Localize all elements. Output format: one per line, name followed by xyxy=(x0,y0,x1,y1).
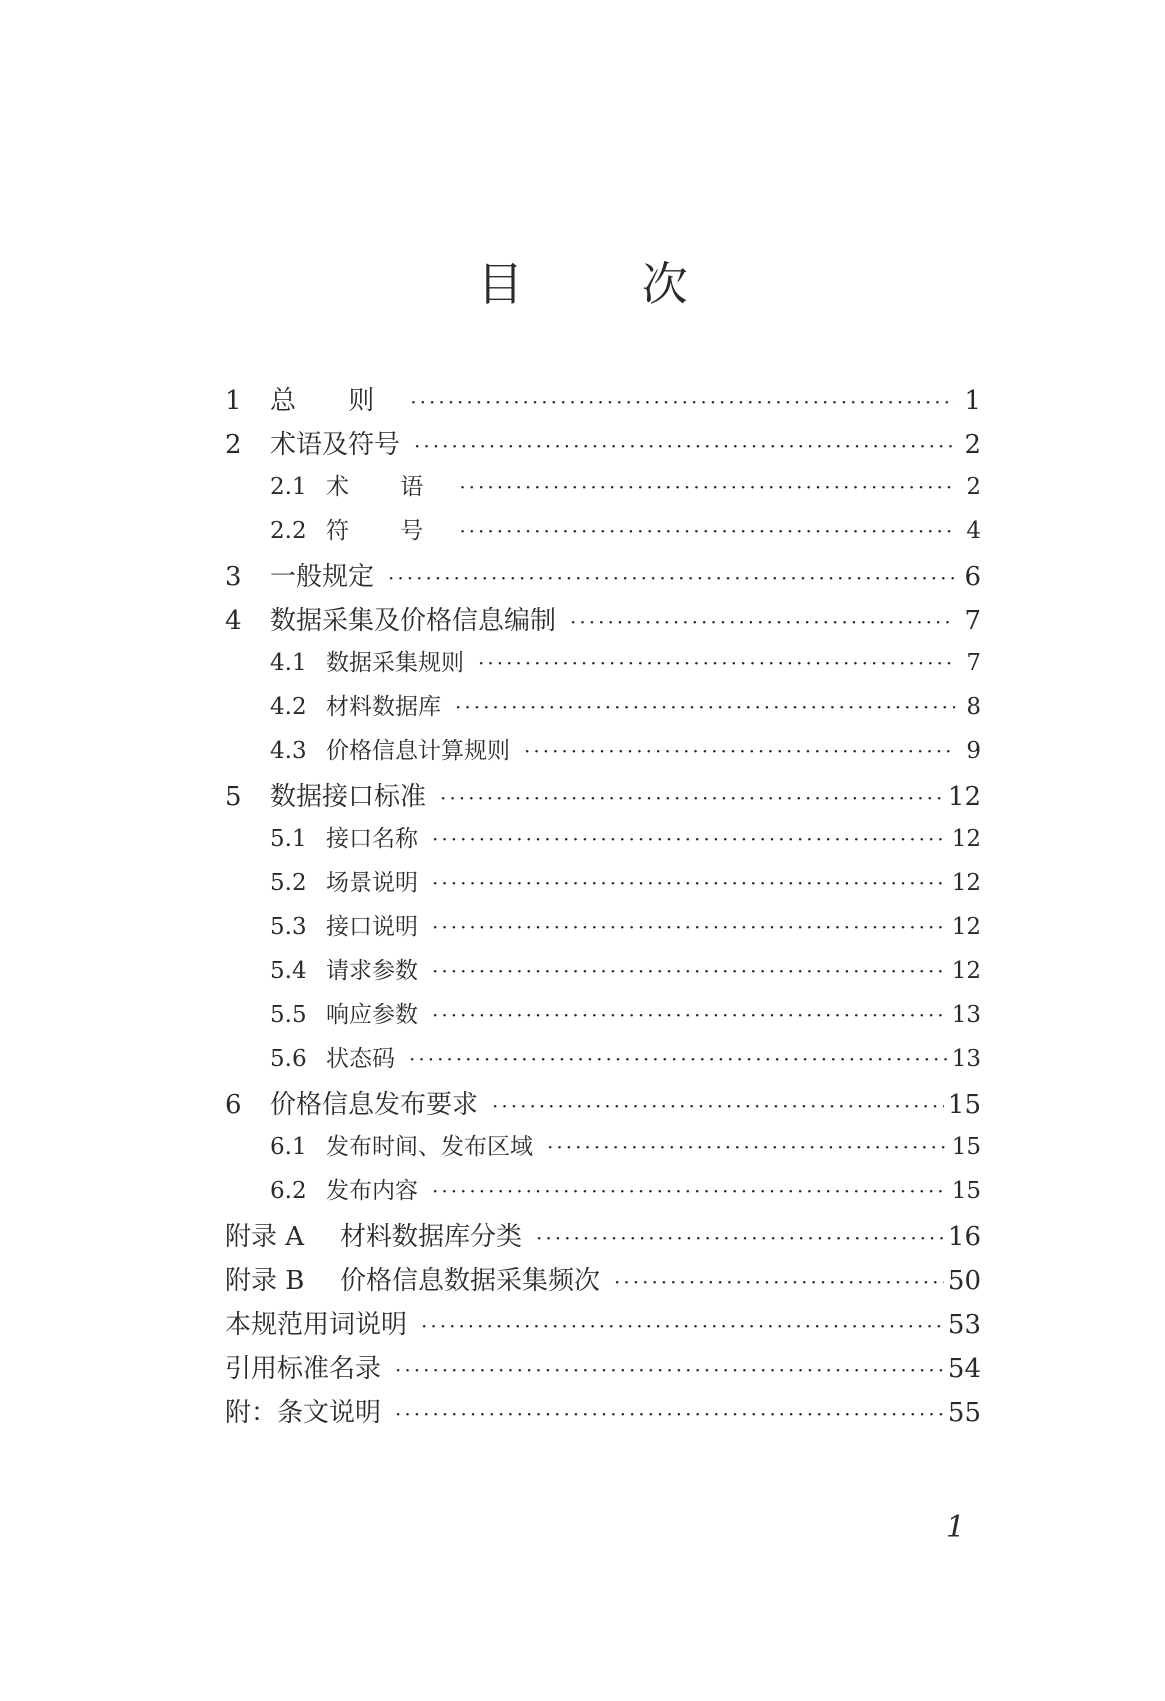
toc-number: 5.5 xyxy=(270,1002,307,1028)
toc-entry-5-1[interactable] xyxy=(225,820,981,864)
toc-page-number: 13 xyxy=(951,1046,981,1072)
toc-title: 数据采集及价格信息编制 xyxy=(270,606,557,636)
toc-number: 2.2 xyxy=(270,518,307,544)
toc-page-number: 12 xyxy=(951,914,981,940)
toc-number: 6 xyxy=(225,1090,242,1120)
toc-entry-wording-explanation[interactable] xyxy=(225,1304,981,1348)
toc-number: 5.6 xyxy=(270,1046,307,1072)
toc-number: 5.2 xyxy=(270,870,307,896)
dot-leader xyxy=(432,915,948,939)
toc-page-number: 55 xyxy=(947,1398,981,1428)
toc-entry-6-1[interactable] xyxy=(225,1128,981,1172)
toc-title: 数据采集规则 xyxy=(326,650,464,676)
toc-entry-4-2[interactable] xyxy=(225,688,981,732)
toc-entry-appendix-b[interactable] xyxy=(225,1260,981,1304)
dot-leader xyxy=(432,1003,948,1027)
toc-entry-5-3[interactable] xyxy=(225,908,981,952)
dot-leader xyxy=(432,1179,948,1203)
dot-leader xyxy=(455,695,955,719)
toc-entry-6-2[interactable] xyxy=(225,1172,981,1216)
toc-page-number: 1 xyxy=(964,386,981,416)
toc-entry-4-1[interactable] xyxy=(225,644,981,688)
toc-entry-clause-explanation[interactable] xyxy=(225,1392,981,1436)
dot-leader xyxy=(395,1358,944,1382)
toc-title: 一般规定 xyxy=(270,562,375,592)
toc-page-number: 50 xyxy=(947,1266,981,1296)
toc-number: 6.1 xyxy=(270,1134,307,1160)
toc-entry-2-2[interactable] xyxy=(225,512,981,556)
toc-title: 价格信息数据采集频次 xyxy=(340,1266,601,1296)
dot-leader xyxy=(432,827,948,851)
page-number-folio: 1 xyxy=(946,1510,966,1545)
toc-page-number: 2 xyxy=(964,430,981,460)
toc-title: 接口名称 xyxy=(326,826,418,852)
toc-title: 状态码 xyxy=(326,1046,395,1072)
toc-number: 4.2 xyxy=(270,694,307,720)
toc-title: 材料数据库 xyxy=(326,694,441,720)
toc-page-number: 8 xyxy=(966,694,981,720)
toc-title: 符 号 xyxy=(326,518,446,544)
toc-page-number: 2 xyxy=(966,474,981,500)
toc-page-number: 53 xyxy=(947,1310,981,1340)
toc-number: 5.4 xyxy=(270,958,307,984)
dot-leader xyxy=(440,786,944,810)
toc-page-number: 12 xyxy=(951,870,981,896)
dot-leader xyxy=(414,434,955,458)
toc-title: 术语及符号 xyxy=(270,430,401,460)
toc-title: 价格信息计算规则 xyxy=(326,738,510,764)
toc-title: 数据接口标准 xyxy=(270,782,427,812)
dot-leader xyxy=(459,519,955,543)
toc-title: 发布内容 xyxy=(326,1178,418,1204)
toc-entry-5[interactable] xyxy=(225,776,981,820)
dot-leader xyxy=(478,651,955,675)
dot-leader xyxy=(570,610,955,634)
dot-leader xyxy=(388,566,955,590)
toc-page-number: 9 xyxy=(966,738,981,764)
toc-entry-5-5[interactable] xyxy=(225,996,981,1040)
toc-entry-2-1[interactable] xyxy=(225,468,981,512)
toc-entry-2[interactable] xyxy=(225,424,981,468)
dot-leader xyxy=(409,1047,948,1071)
toc-entry-1[interactable] xyxy=(225,380,981,424)
toc-entry-5-6[interactable] xyxy=(225,1040,981,1084)
toc-page-number: 15 xyxy=(951,1178,981,1204)
toc-entry-5-4[interactable] xyxy=(225,952,981,996)
toc-title: 场景说明 xyxy=(326,870,418,896)
toc-title: 术 语 xyxy=(326,474,446,500)
dot-leader xyxy=(459,475,955,499)
table-of-contents xyxy=(225,380,981,1436)
toc-title: 请求参数 xyxy=(326,958,418,984)
toc-page-number: 15 xyxy=(947,1090,981,1120)
toc-title: 附：条文说明 xyxy=(225,1398,382,1428)
toc-number: 附录 A xyxy=(225,1222,305,1252)
toc-page-number: 6 xyxy=(964,562,981,592)
toc-number: 2 xyxy=(225,430,242,460)
toc-page-number: 12 xyxy=(951,958,981,984)
toc-page-number: 12 xyxy=(951,826,981,852)
toc-title: 响应参数 xyxy=(326,1002,418,1028)
toc-page-number: 12 xyxy=(947,782,981,812)
toc-title: 材料数据库分类 xyxy=(340,1222,523,1252)
dot-leader xyxy=(536,1226,944,1250)
toc-number: 6.2 xyxy=(270,1178,307,1204)
toc-entry-4[interactable] xyxy=(225,600,981,644)
dot-leader xyxy=(410,390,955,414)
toc-number: 5.1 xyxy=(270,826,307,852)
toc-title: 价格信息发布要求 xyxy=(270,1090,479,1120)
toc-number: 5.3 xyxy=(270,914,307,940)
toc-title: 本规范用词说明 xyxy=(225,1310,408,1340)
dot-leader xyxy=(492,1094,944,1118)
toc-number: 4 xyxy=(225,606,242,636)
toc-entry-6[interactable] xyxy=(225,1084,981,1128)
toc-page-number: 16 xyxy=(947,1222,981,1252)
toc-page-number: 4 xyxy=(966,518,981,544)
toc-number: 3 xyxy=(225,562,242,592)
toc-number: 1 xyxy=(225,386,242,416)
dot-leader xyxy=(432,871,948,895)
toc-page-number: 54 xyxy=(947,1354,981,1384)
toc-number: 5 xyxy=(225,782,242,812)
toc-page-number: 13 xyxy=(951,1002,981,1028)
dot-leader xyxy=(614,1270,944,1294)
toc-title: 接口说明 xyxy=(326,914,418,940)
toc-page-number: 7 xyxy=(966,650,981,676)
toc-number: 附录 B xyxy=(225,1266,305,1296)
dot-leader xyxy=(432,959,948,983)
page-title: 目 次 xyxy=(477,257,740,311)
toc-entry-4-3[interactable] xyxy=(225,732,981,776)
dot-leader xyxy=(547,1135,948,1159)
dot-leader xyxy=(421,1314,944,1338)
toc-page-number: 15 xyxy=(951,1134,981,1160)
toc-number: 4.1 xyxy=(270,650,307,676)
toc-page-number: 7 xyxy=(964,606,981,636)
toc-number: 4.3 xyxy=(270,738,307,764)
toc-title: 引用标准名录 xyxy=(225,1354,382,1384)
toc-entry-appendix-a[interactable] xyxy=(225,1216,981,1260)
toc-number: 2.1 xyxy=(270,474,307,500)
toc-entry-5-2[interactable] xyxy=(225,864,981,908)
toc-entry-referenced-standards[interactable] xyxy=(225,1348,981,1392)
toc-title: 发布时间、发布区域 xyxy=(326,1134,533,1160)
toc-entry-3[interactable] xyxy=(225,556,981,600)
dot-leader xyxy=(524,739,955,763)
toc-title: 总 则 xyxy=(270,386,397,416)
dot-leader xyxy=(395,1402,944,1426)
